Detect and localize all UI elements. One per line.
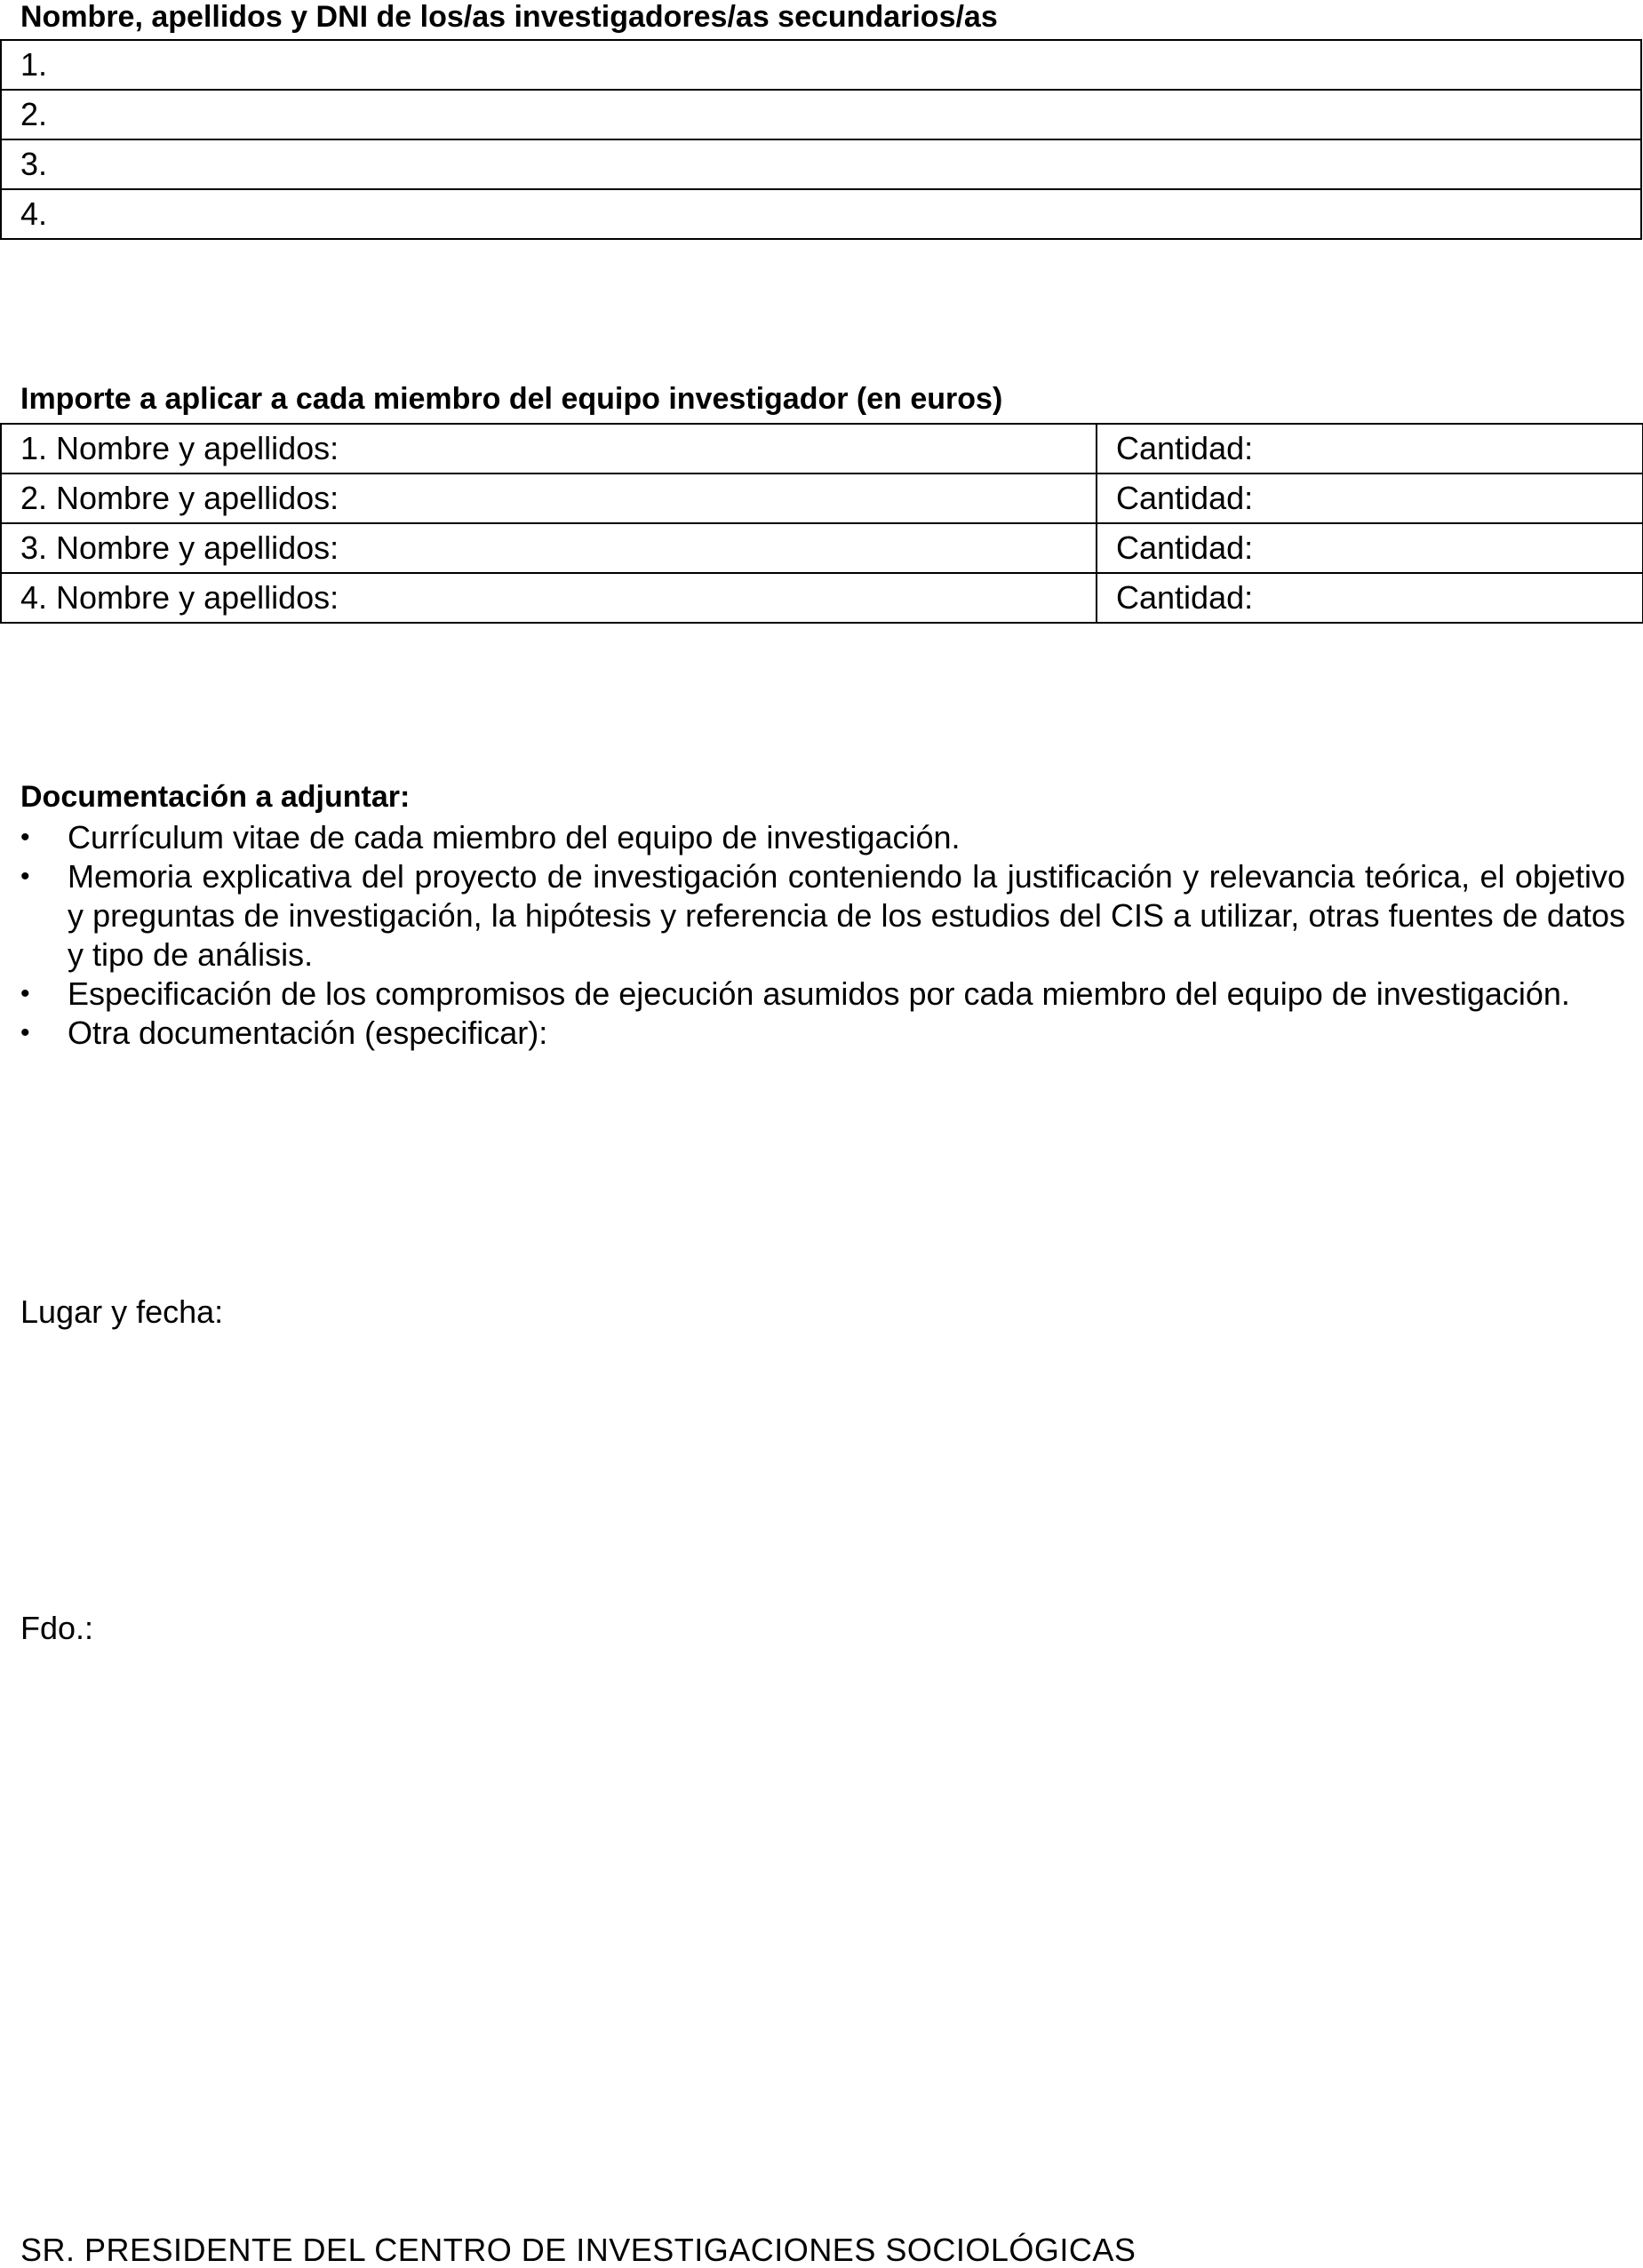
- lugar-fecha-label: Lugar y fecha:: [20, 1293, 224, 1330]
- bullet-icon: •: [20, 1018, 30, 1047]
- table-row: [1, 523, 1643, 573]
- list-item: [20, 818, 1625, 857]
- importe-amount-field-2[interactable]: Cantidad:: [1097, 473, 1643, 523]
- bullet-icon: •: [20, 823, 30, 852]
- documentacion-item-text: Memoria explicativa del proyecto de investigación conteniendo la justificación y relevancia teórica, el objetivo y preguntas de investigación, la hipótesis y referencia de los estudios del CIS a utilizar, otras fuentes de datos y tipo de análisis.: [68, 858, 1625, 973]
- importe-table: [0, 423, 1643, 624]
- table-row: [1, 424, 1643, 473]
- bullet-icon: •: [20, 979, 30, 1008]
- secundario-field-2[interactable]: 2.: [1, 90, 1641, 139]
- importe-amount-field-4[interactable]: Cantidad:: [1097, 573, 1643, 623]
- importe-name-field-1[interactable]: 1. Nombre y apellidos:: [1, 424, 1097, 473]
- bullet-icon: •: [20, 862, 30, 891]
- secundario-field-3[interactable]: 3.: [1, 139, 1641, 189]
- importe-amount-field-3[interactable]: Cantidad:: [1097, 523, 1643, 573]
- importe-name-field-4[interactable]: 4. Nombre y apellidos:: [1, 573, 1097, 623]
- documentacion-item-text: Currículum vitae de cada miembro del equipo de investigación.: [68, 819, 961, 855]
- importe-name-field-2[interactable]: 2. Nombre y apellidos:: [1, 473, 1097, 523]
- importe-amount-field-1[interactable]: Cantidad:: [1097, 424, 1643, 473]
- list-item: [20, 975, 1625, 1014]
- list-item: [20, 1014, 1625, 1053]
- documentacion-item-text: Otra documentación (especificar):: [68, 1015, 548, 1051]
- table-row: [1, 139, 1641, 189]
- secundario-field-1[interactable]: 1.: [1, 40, 1641, 90]
- table-row: [1, 40, 1641, 90]
- secundario-field-4[interactable]: 4.: [1, 189, 1641, 239]
- secundarios-heading: Nombre, apellidos y DNI de los/as investigadores/as secundarios/as: [20, 0, 998, 34]
- importe-heading: Importe a aplicar a cada miembro del equipo investigador (en euros): [20, 382, 1003, 416]
- table-row: [1, 90, 1641, 139]
- documentacion-heading: Documentación a adjuntar:: [20, 780, 411, 814]
- secundarios-table: [0, 39, 1642, 240]
- firma-label: Fdo.:: [20, 1610, 94, 1646]
- table-row: [1, 573, 1643, 623]
- addressee-footer: SR. PRESIDENTE DEL CENTRO DE INVESTIGACIONES SOCIOLÓGICAS: [20, 2232, 1137, 2268]
- documentacion-item-text: Especificación de los compromisos de ejecución asumidos por cada miembro del equipo de investigación.: [68, 975, 1570, 1012]
- table-row: [1, 189, 1641, 239]
- documentacion-list: [20, 818, 1625, 1053]
- table-row: [1, 473, 1643, 523]
- importe-name-field-3[interactable]: 3. Nombre y apellidos:: [1, 523, 1097, 573]
- list-item: [20, 857, 1625, 975]
